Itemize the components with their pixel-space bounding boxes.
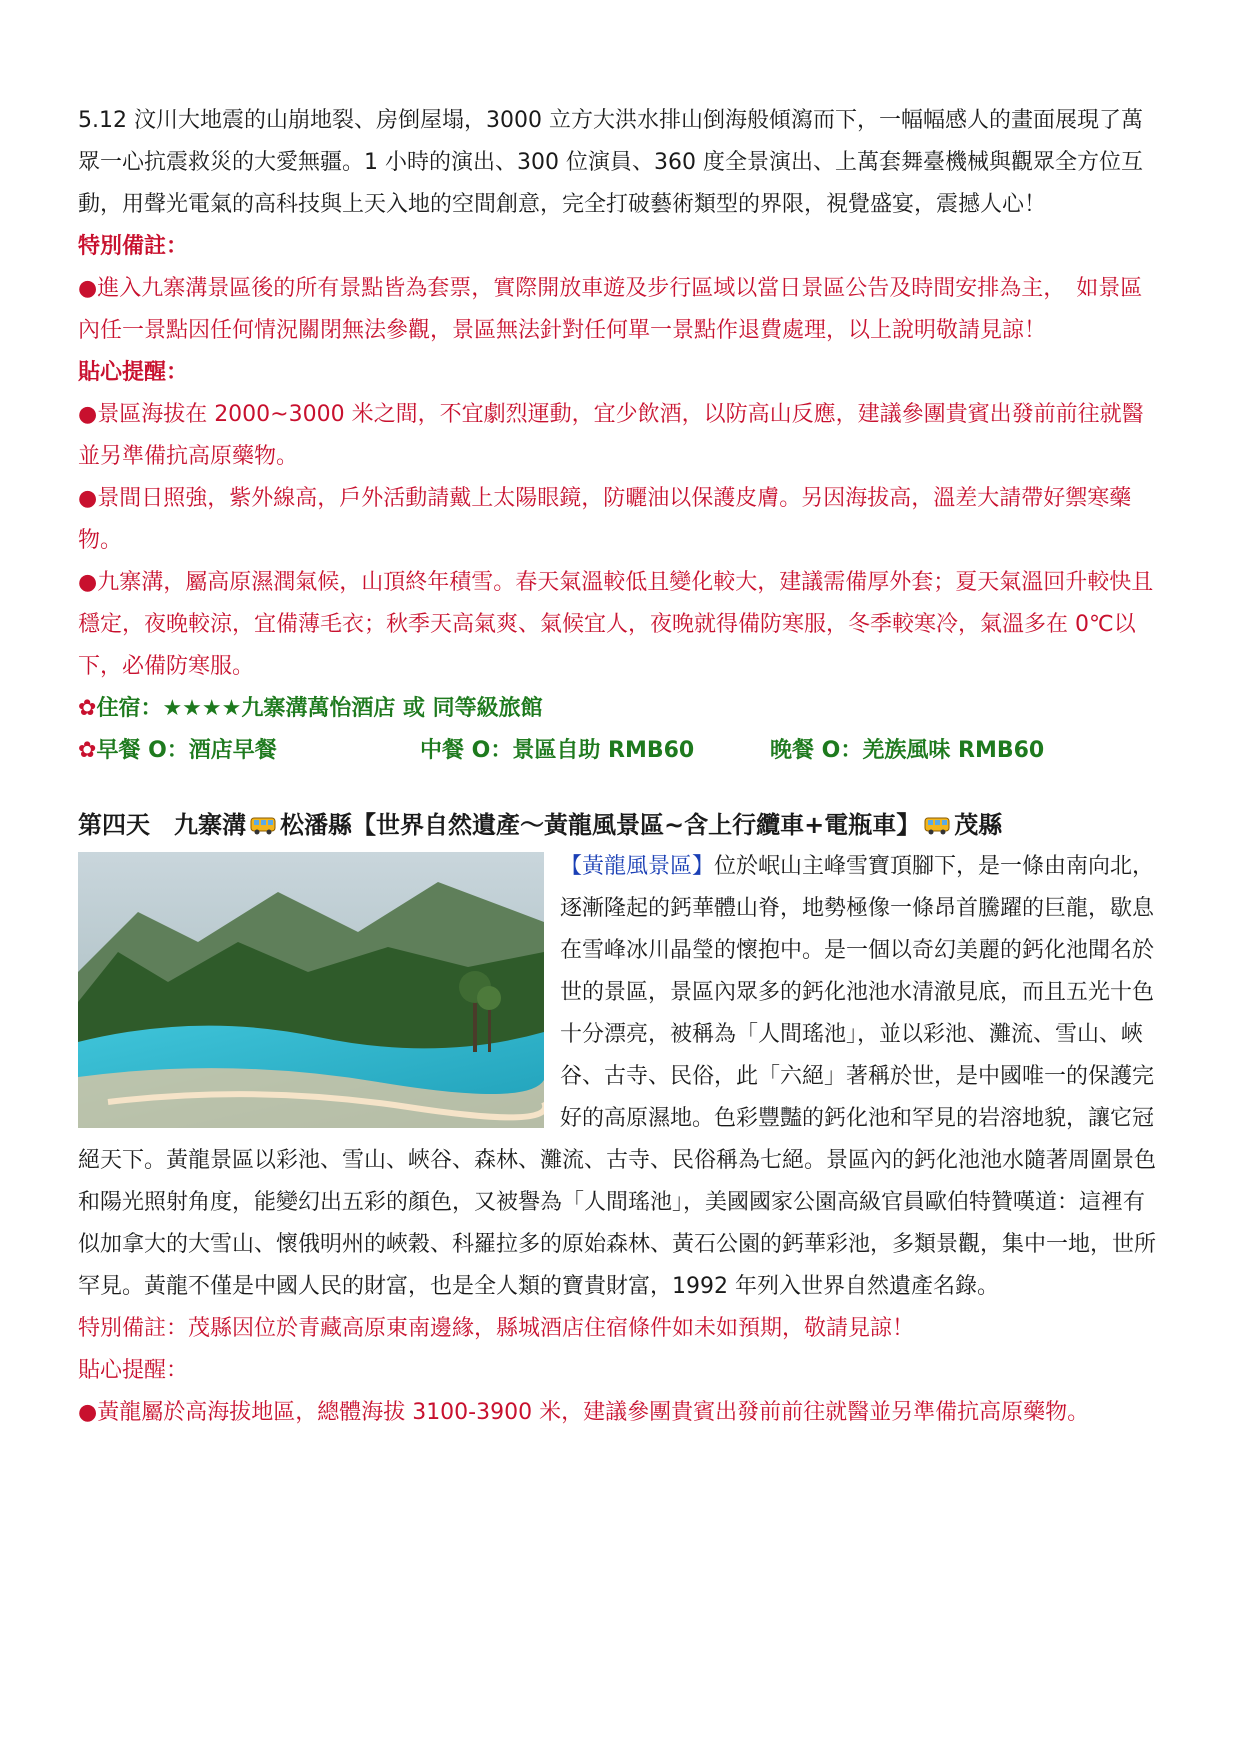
day4-title-middle: 松潘縣【世界自然遺產～黃龍風景區~含上行纜車+電瓶車】 — [280, 811, 921, 839]
day4-title-suffix: 茂縣 — [954, 811, 1003, 839]
huanglong-label: 【黃龍風景區】 — [560, 854, 715, 879]
day4-special-note: 特別備註：茂縣因位於青藏高原東南邊緣，縣城酒店住宿條件如未如預期，敬請見諒！ — [78, 1316, 915, 1341]
bus-icon — [924, 816, 950, 836]
breakfast-text: 早餐 O：酒店早餐 — [96, 738, 277, 763]
tips-title: 貼心提醒： — [78, 360, 189, 385]
tip-altitude: ●景區海拔在 2000~3000 米之間，不宜劇烈運動，宜少飲酒，以防高山反應，建議參團貴賓出發前前往就醫並另準備抗高原藥物。 — [78, 402, 1144, 469]
flower-icon: ✿ — [78, 696, 97, 721]
huanglong-section — [78, 846, 1164, 1308]
tip-sunlight: ●景間日照強，紫外線高，戶外活動請戴上太陽眼鏡，防曬油以保護皮膚。另因海拔高，溫差大請帶好禦寒藥物。 — [78, 486, 1132, 553]
day4-title-prefix: 第四天 九寨溝 — [78, 811, 246, 839]
intro-paragraph: 5.12 汶川大地震的山崩地裂、房倒屋塌，3000 立方大洪水排山倒海般傾瀉而下，一幅幅感人的畫面展現了萬眾一心抗震救災的大愛無疆。1 小時的演出、300 位演員、360 度全景演出、上萬套舞臺機械與觀眾全方位互動，用聲光電氣的高科技與上天入地的空間創意，完全打破藝術類型的界限，視覺盛宴，震撼人心！ — [78, 108, 1143, 217]
day4-tip: ●黃龍屬於高海拔地區，總體海拔 3100-3900 米，建議參團貴賓出發前前往就醫並另準備抗高原藥物。 — [78, 1400, 1090, 1425]
tip-climate: ●九寨溝，屬高原濕潤氣候，山頂終年積雪。春天氣溫較低且變化較大，建議需備厚外套；夏天氣溫回升較快且穩定，夜晚較涼，宜備薄毛衣；秋季天高氣爽、氣候宜人，夜晚就得備防寒服，冬季較寒冷，氣溫多在 0℃以下，必備防寒服。 — [78, 570, 1154, 679]
bus-icon — [250, 816, 276, 836]
flower-icon: ✿ — [78, 738, 97, 763]
day4-tips-title: 貼心提醒： — [78, 1358, 189, 1383]
huanglong-photo — [78, 852, 544, 1128]
dinner-text: 晚餐 O：羌族風味 RMB60 — [770, 738, 1045, 763]
huanglong-text: 位於岷山主峰雪寶頂腳下，是一條由南向北，逐漸隆起的鈣華體山脊，地勢極像一條昂首騰躍的巨龍，歇息在雪峰冰川晶瑩的懷抱中。是一個以奇幻美麗的鈣化池聞名於世的景區，景區內眾多的鈣化池池水清澈見底，而且五光十色十分漂亮，被稱為「人間瑤池」，並以彩池、灘流、雪山、峽谷、古寺、民俗，此「六絕」著稱於世，是中國唯一的保護完好的高原濕地。色彩豐豔的鈣化池和罕見的岩溶地貌，讓它冠絕天下。黃龍景區以彩池、雪山、峽谷、森林、灘流、古寺、民俗稱為七絕。景區內的鈣化池池水隨著周圍景色和陽光照射角度，能變幻出五彩的顏色，又被譽為「人間瑤池」，美國國家公園高級官員歐伯特贊嘆道：這裡有似加拿大的大雪山、懷俄明州的峽穀、科羅拉多的原始森林、黃石公園的鈣華彩池，多類景觀，集中一地，世所罕見。黃龍不僅是中國人民的財富，也是全人類的寶貴財富，1992 年列入世界自然遺產名錄。 — [78, 854, 1157, 1299]
special-note-body: ●進入九寨溝景區後的所有景點皆為套票，實際開放車遊及步行區域以當日景區公告及時間安排為主， 如景區內任一景點因任何情況關閉無法參觀，景區無法針對任何單一景點作退費處理，以上說明敬請見諒！ — [78, 276, 1143, 343]
lunch-text: 中餐 O：景區自助 RMB60 — [420, 738, 695, 763]
lodging-line — [78, 688, 1164, 730]
lodging-text: 住宿：★★★★九寨溝萬怡酒店 或 同等級旅館 — [96, 696, 543, 721]
special-note-title: 特別備註： — [78, 234, 189, 259]
day4-title — [78, 804, 1164, 846]
itinerary-page — [78, 100, 1164, 1434]
meals-line — [78, 730, 1164, 772]
